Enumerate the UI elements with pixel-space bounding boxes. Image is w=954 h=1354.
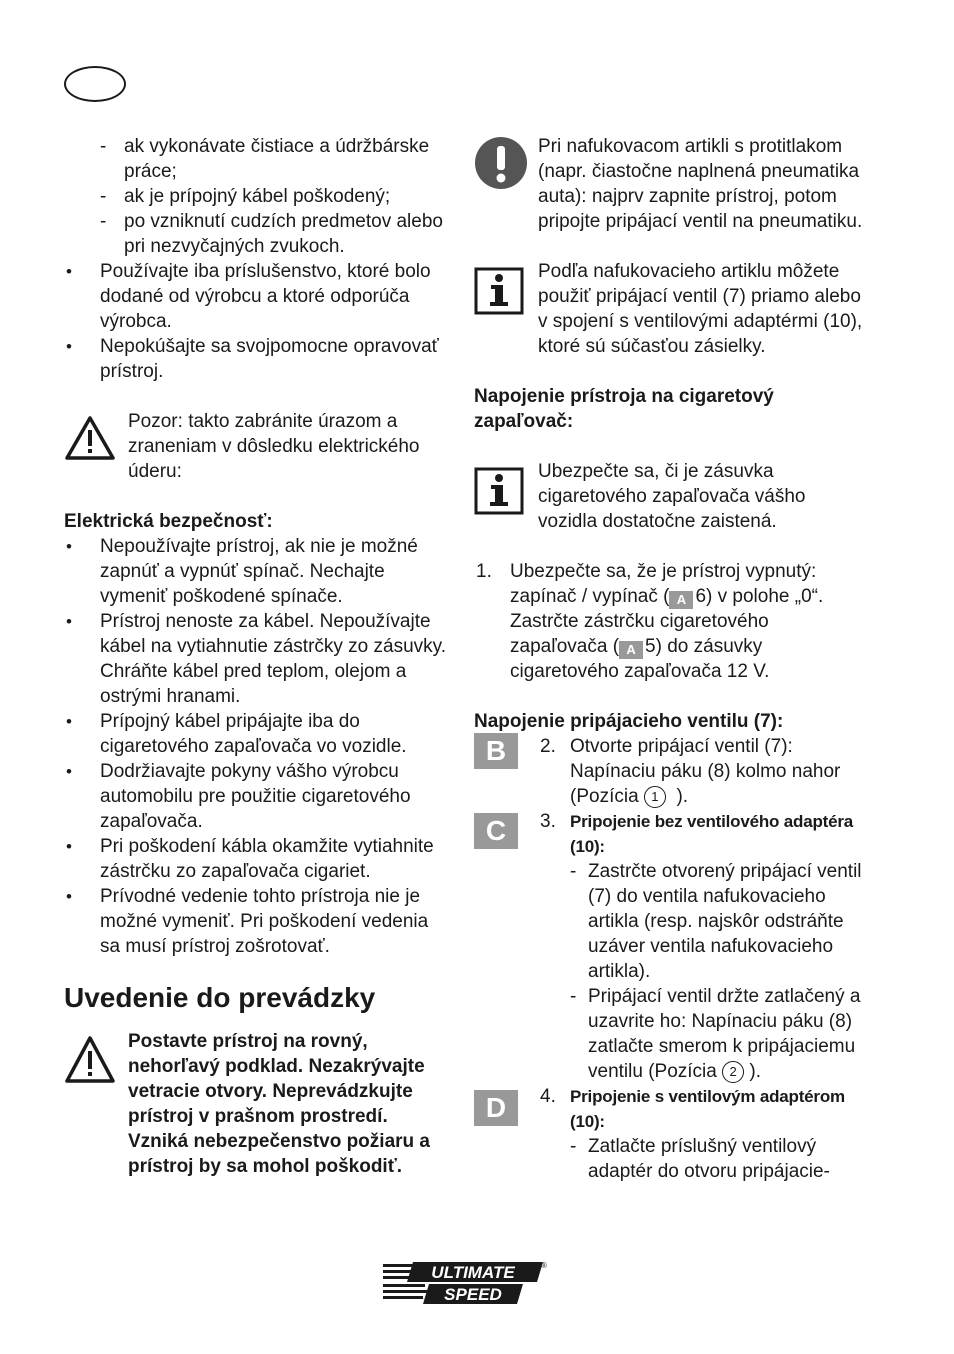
info-icon bbox=[474, 467, 524, 522]
list-item: • Nepoužívajte prístroj, ak nie je možné zapnúť a vypnúť spínač. Nechajte vymeniť poškodené spínače. bbox=[66, 536, 418, 607]
figure-box-d: D bbox=[474, 1090, 518, 1126]
list-item: - ak vykonávate čistiace a údržbárske práce; bbox=[100, 136, 430, 182]
list-item: - Zatlačte príslušný ventilový adaptér do otvoru pripájacie- bbox=[570, 1136, 830, 1182]
list-item: • Dodržiavajte pokyny vášho výrobcu automobilu pre použitie cigaretového zapaľovača. bbox=[66, 761, 411, 832]
warning-note: Postavte prístroj na rovný, nehorľavý podklad. Nezakrývajte vetracie otvory. Neprevádzkujte prístroj v prašnom prostredí. Vzniká nebezpečenstvo požiaru a prístroj by sa mohol poškodiť. bbox=[64, 1029, 449, 1179]
step-1: 1. Ubezpečte sa, že je prístroj vypnutý: zapínač / vypínač ( A 6) v polohe „0“. Zastrčte zástrčku cigaretového zapaľovača ( A 5) do zásuvky cigaretového zapaľovača 12 V. bbox=[476, 561, 824, 682]
figure-ref-a: A bbox=[669, 591, 693, 609]
list-item: - ak je prípojný kábel poškodený; bbox=[100, 186, 391, 207]
svg-text:®: ® bbox=[541, 1261, 547, 1270]
heading-connect-valve: Napojenie pripájacieho ventilu (7): bbox=[474, 711, 784, 732]
list-item: • Prívodné vedenie tohto prístroja nie je možné vymeniť. Pri poškodení vedenia sa musí prístroj zošrotovať. bbox=[66, 886, 429, 957]
position-1-marker: 1 bbox=[644, 786, 666, 808]
step-4: D 4. Pripojenie s ventilovým adaptérom (10): - Zatlačte príslušný ventilový adaptér do otvoru pripájacie- bbox=[474, 1084, 864, 1184]
step-2: B 2. Otvorte pripájací ventil (7): Napínaciu páku (8) kolmo nahor (Pozícia 1 ). bbox=[474, 734, 864, 809]
left-column bbox=[64, 134, 449, 1179]
brand-logo bbox=[383, 1258, 549, 1315]
warning-triangle-icon bbox=[64, 1035, 116, 1092]
list-item: • Prípojný kábel pripájajte iba do cigaretového zapaľovača vo vozidle. bbox=[66, 711, 407, 757]
step-3: C 3. Pripojenie bez ventilového adaptéra (10): - Zastrčte otvorený pripájací ventil (7) do ventila nafukovacieho artikla (resp. najskôr odstráňte uzáver ventila nafukovacieho artikla). - Pripájací ventil držte zatlačený a uzavrite ho: Napínaciu páku (8) zatlačte smerom k pripájaciemu ventilu (Pozícia 2 ). bbox=[474, 809, 864, 1084]
electrical-safety-heading: Elektrická bezpečnosť: bbox=[64, 511, 273, 532]
list-item: - po vzniknutí cudzích predmetov alebo pri nezvyčajných zvukoch. bbox=[100, 211, 443, 257]
info-note: Podľa nafukovacieho artiklu môžete použiť pripájací ventil (7) priamo alebo v spojení s ventilovými adaptérmi (10), ktoré sú súčasťou zásielky. bbox=[474, 259, 864, 359]
figure-box-b: B bbox=[474, 733, 518, 769]
section-title: Uvedenie do prevádzky bbox=[64, 982, 376, 1013]
warning-triangle-icon bbox=[64, 415, 116, 468]
language-badge-oval bbox=[64, 66, 126, 102]
svg-text:ULTIMATE: ULTIMATE bbox=[431, 1263, 515, 1282]
warning-note: Pozor: takto zabránite úrazom a zraneniam v dôsledku elektrického úderu: bbox=[64, 409, 449, 484]
info-note: Ubezpečte sa, či je zásuvka cigaretového zapaľovača vášho vozidla dostatočne zaistená. bbox=[474, 459, 864, 534]
figure-ref-a: A bbox=[619, 641, 643, 659]
svg-text:SPEED: SPEED bbox=[444, 1285, 502, 1304]
info-icon bbox=[474, 267, 524, 322]
right-column bbox=[474, 134, 864, 1184]
figure-box-c: C bbox=[474, 813, 518, 849]
list-item: - Zastrčte otvorený pripájací ventil (7) do ventila nafukovacieho artikla (resp. najskôr odstráňte uzáver ventila nafukovacieho artikla). bbox=[570, 861, 862, 982]
list-item: • Nepokúšajte sa svojpomocne opravovať prístroj. bbox=[66, 336, 439, 382]
position-2-marker: 2 bbox=[722, 1061, 744, 1083]
list-item: • Pri poškodení kábla okamžite vytiahnite zástrčku zo zapaľovača cigariet. bbox=[66, 836, 434, 882]
exclamation-circle-icon bbox=[474, 136, 528, 197]
list-item: - Pripájací ventil držte zatlačený a uzavrite ho: Napínaciu páku (8) zatlačte smerom k pripájaciemu ventilu (Pozícia 2 ). bbox=[570, 986, 861, 1082]
heading-cigarette-lighter: Napojenie prístroja na cigaretový zapaľovač: bbox=[474, 386, 774, 432]
list-item: • Používajte iba príslušenstvo, ktoré bolo dodané od výrobcu a ktoré odporúča výrobca. bbox=[66, 261, 431, 332]
caution-note: Pri nafukovacom artikli s protitlakom (napr. čiastočne naplnená pneumatika auta): najprv zapnite prístroj, potom pripojte pripájací ventil na pneumatiku. bbox=[474, 134, 864, 234]
list-item: • Prístroj nenoste za kábel. Nepoužívajte kábel na vytiahnutie zástrčky zo zásuvky. Chráňte kábel pred teplom, olejom a ostrými hranami. bbox=[66, 611, 447, 707]
